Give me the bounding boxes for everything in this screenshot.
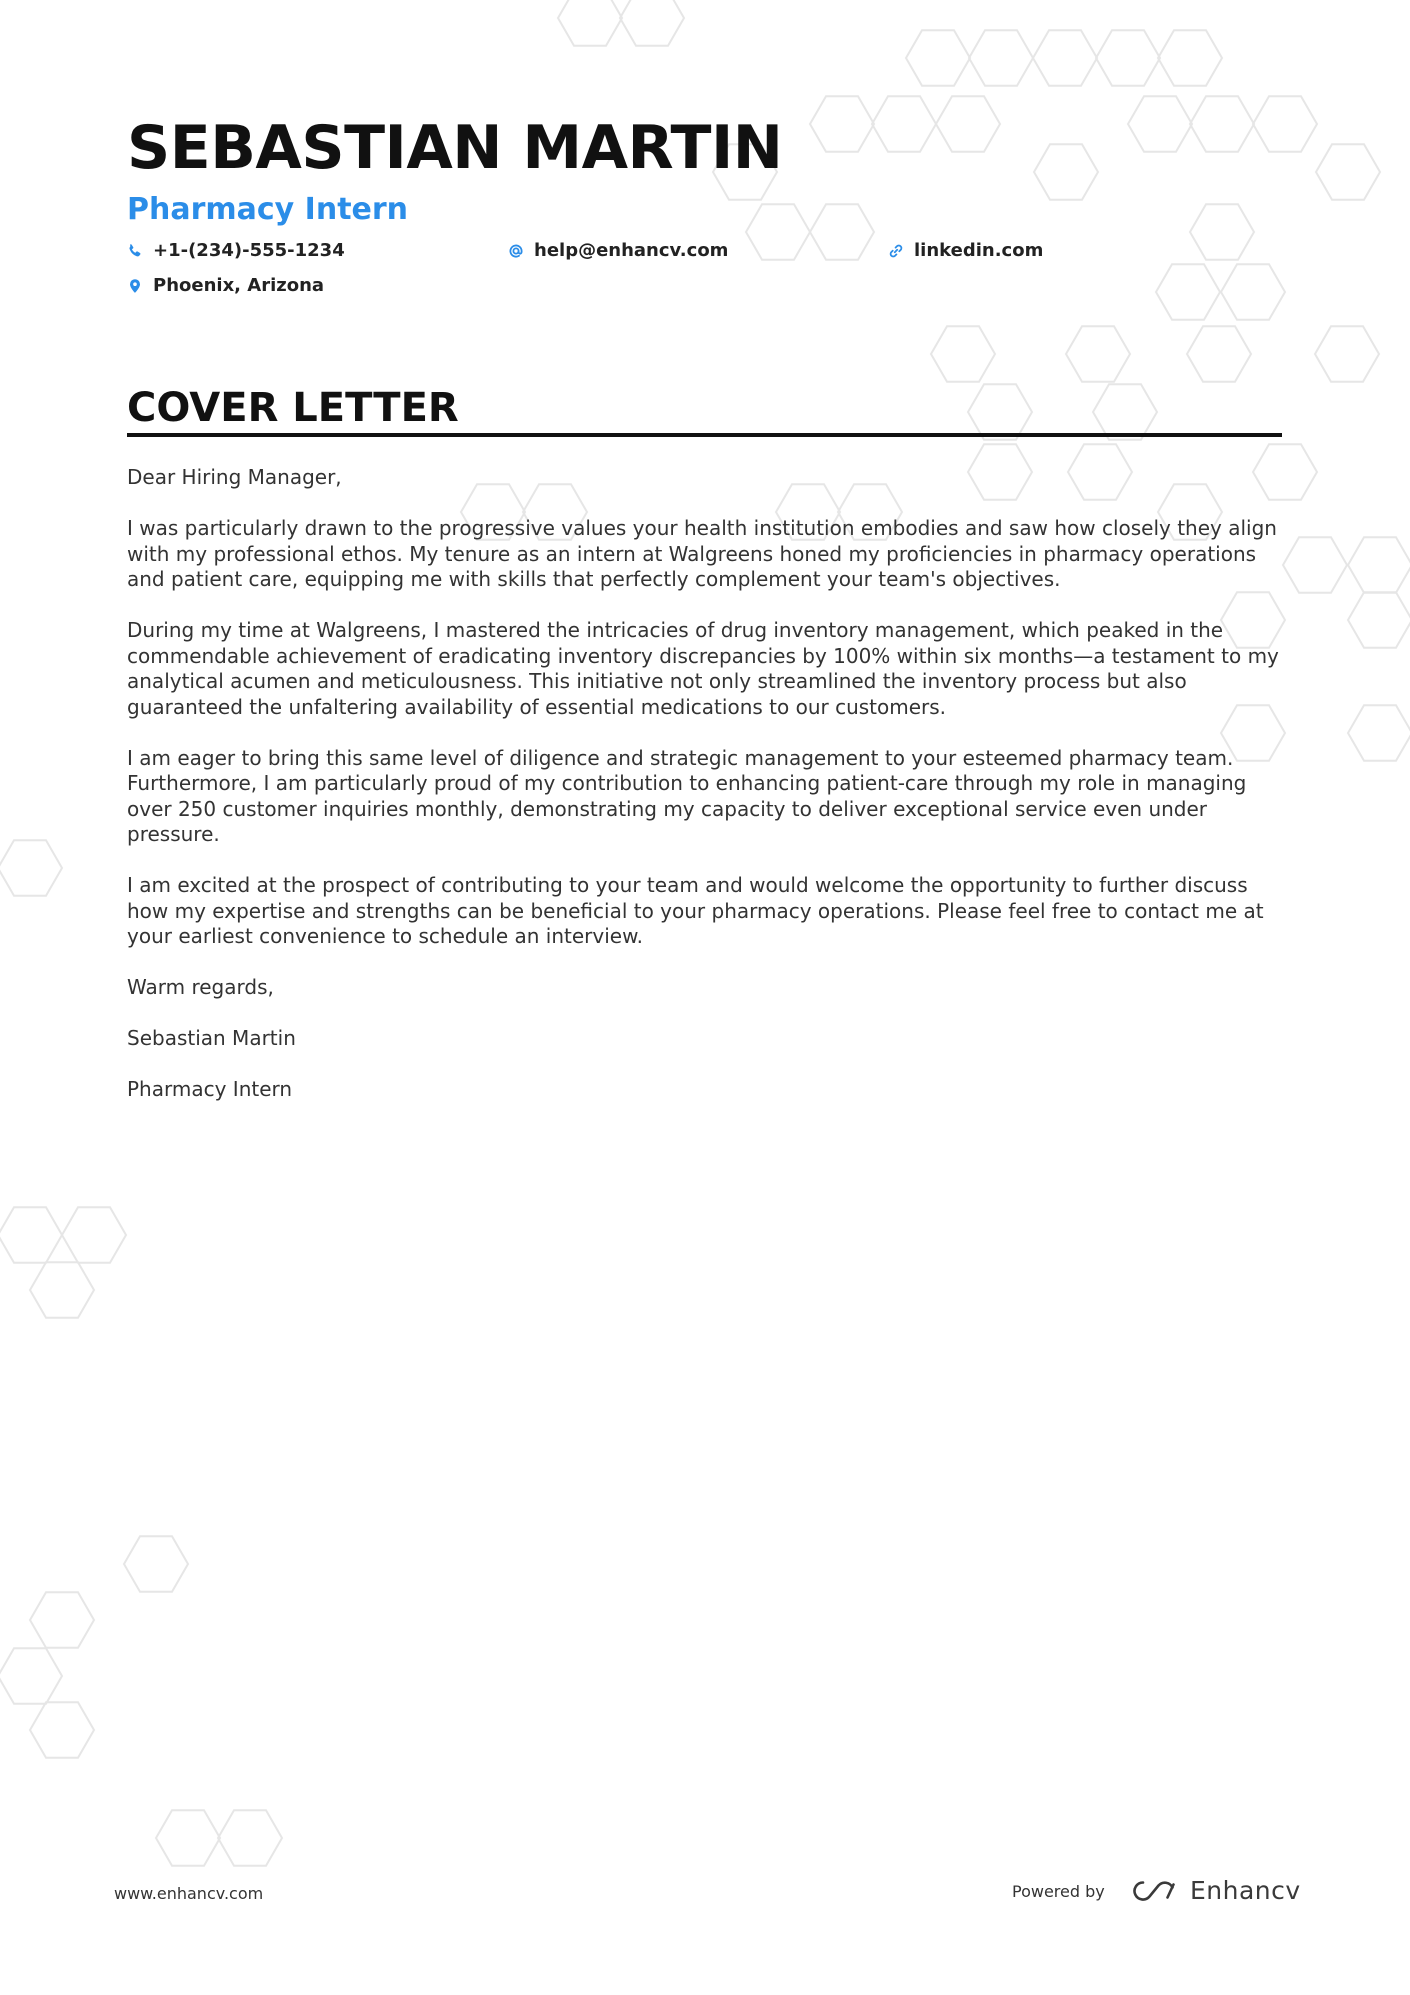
contact-phone[interactable] [127,239,345,263]
signature-title: Pharmacy Intern [127,1077,293,1101]
letter-paragraph: I am eager to bring this same level of diligence and strategic management to your esteemed pharmacy team. Furthermore, I am particularly proud of my contribution to enhancing patient-care through my role in managing over 250 customer inquiries monthly, demonstrating my capacity to deliver exceptional service even under pressure. [127,745,1247,846]
section-divider [127,433,1282,437]
footer-website-link[interactable]: www.enhancv.com [114,1884,264,1903]
letter-greeting: Dear Hiring Manager, [127,465,342,489]
letter-paragraph: I was particularly drawn to the progressive values your health institution embodies and saw how closely they align with my professional ethos. My tenure as an intern at Walgreens honed my proficiencies in pharmacy operations and patient care, equipping me with skills that perfectly complement your team's objectives. [127,516,1277,591]
location-pin-icon [127,278,143,294]
link-icon [888,243,904,259]
phone-text: +1-(234)-555-1234 [153,240,345,261]
contact-location [127,274,324,298]
linkedin-text: linkedin.com [914,240,1044,261]
at-icon [508,243,524,259]
phone-icon [127,243,143,259]
email-text: help@enhancv.com [534,240,729,261]
letter-closing: Warm regards, [127,975,274,999]
contact-linkedin[interactable] [888,239,1043,263]
candidate-title: Pharmacy Intern [127,192,409,227]
letter-paragraph: During my time at Walgreens, I mastered the intricacies of drug inventory management, which peaked in the commendable achievement of eradicating inventory discrepancies by 100% within six months—a testament to my analytical acumen and meticulousness. This initiative not only streamlined the inventory process but also guaranteed the unfaltering availability of essential medications to our customers. [127,618,1279,719]
contact-email[interactable] [508,239,728,263]
letter-body [127,465,1285,1128]
candidate-name: SEBASTIAN MARTIN [127,113,783,183]
enhancv-brand[interactable] [1131,1875,1301,1907]
enhancv-logo-icon [1131,1878,1177,1904]
brand-name: Enhancv [1190,1876,1301,1905]
section-title: COVER LETTER [127,385,459,431]
location-text: Phoenix, Arizona [153,275,325,296]
signature-name: Sebastian Martin [127,1026,296,1050]
letter-paragraph: I am excited at the prospect of contributing to your team and would welcome the opportunity to further discuss how my expertise and strengths can be beneficial to your pharmacy operations. Please feel free to contact me at your earliest convenience to schedule an interview. [127,873,1264,948]
powered-by-label: Powered by [1012,1882,1105,1901]
